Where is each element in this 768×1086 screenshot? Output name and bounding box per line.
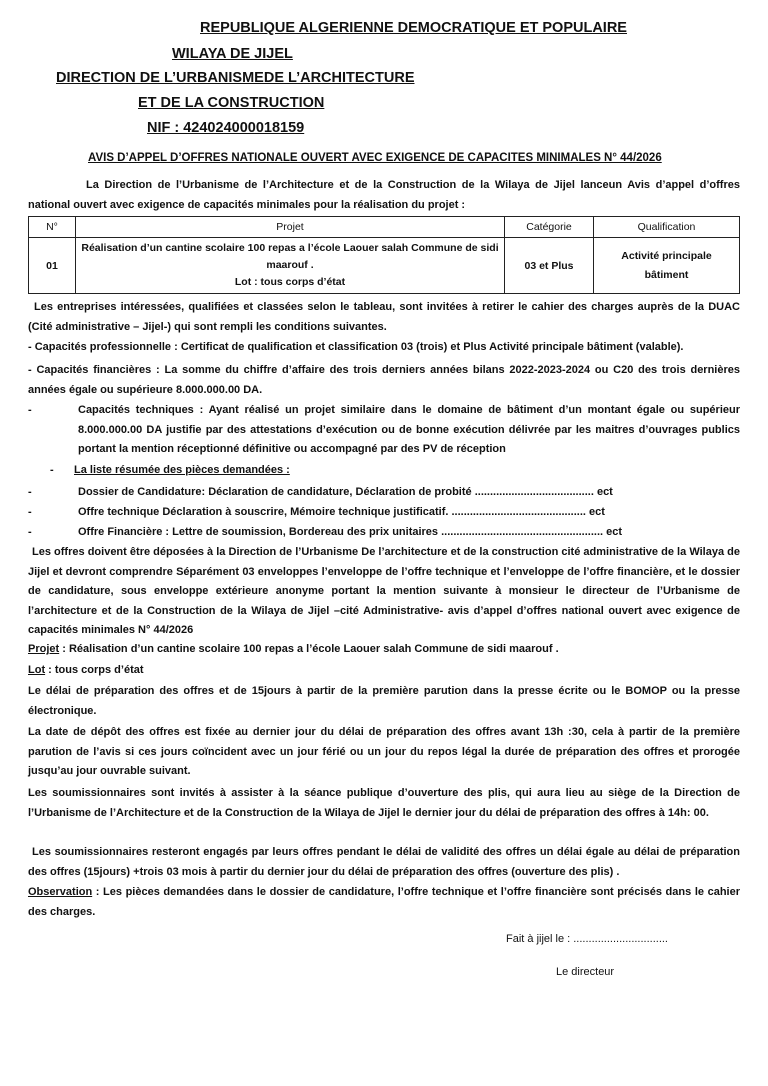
lot-label: Lot <box>28 664 46 676</box>
capacite-professionnelle: - Capacités professionnelle : Certificat de qualification et classification 03 (trois) et Plus Activité principale bâtiment (valable). <box>28 341 684 353</box>
table-header-qualification: Qualification <box>594 217 740 238</box>
projet-text: : Réalisation d’un cantine scolaire 100 repas a l’école Laouer salah Commune de sidi maarouf . <box>59 643 559 655</box>
piece-text: Offre Financière : Lettre de soumission, Bordereau des prix unitaires ..................................................... ect <box>78 526 623 538</box>
header-construction: ET DE LA CONSTRUCTION <box>138 95 325 111</box>
table-header-row <box>29 217 740 238</box>
engages-paragraph: Les soumissionnaires resteront engagés par leurs offres pendant le délai de validité des offres un délai égale au délai de préparation des offres (15jours) +trois 03 mois à partir du dernier jour du délai de préparation des offres (ouverture des plis) . <box>28 846 740 878</box>
piece-technique <box>28 503 605 523</box>
piece-text: Offre technique Déclaration à souscrire, Mémoire technique justificatif. ............................................ ect <box>78 506 605 518</box>
table-cell-num: 01 <box>29 238 76 294</box>
capacite-technique-dash: - <box>28 404 32 416</box>
table-cell-projet <box>76 238 505 294</box>
table-cell-qualification: Activité principale bâtiment <box>594 238 740 294</box>
projet-lot: Lot : tous corps d’état <box>234 276 346 288</box>
liste-title: La liste résumée des pièces demandées : <box>74 464 290 476</box>
observation-label: Observation <box>28 886 93 898</box>
seance-paragraph: Les soumissionnaires sont invités à assister à la séance publique d’ouverture des plis, qui aura lieu au siège de la Direction de l’Urbanisme de l’Architecture et de la Construction de la Wilaya de Jijel le dernier jour du délai de préparation des offres à 14h: 00. <box>28 787 740 819</box>
piece-text: Dossier de Candidature: Déclaration de candidature, Déclaration de probité ....................................... ect <box>78 486 613 498</box>
header-republic: REPUBLIQUE ALGERIENNE DEMOCRATIQUE ET POPULAIRE <box>200 20 627 36</box>
fait-a-jijel: Fait à jijel le : ............................... <box>506 933 668 945</box>
observation-paragraph <box>28 883 740 922</box>
depot-paragraph: Les offres doivent être déposées à la Direction de l’Urbanisme De l’architecture et de la construction cité administrative de la Wilaya de Jijel et devront comprendre Séparément 03 enveloppes l’enveloppe de l’offre technique et l’enveloppe de l’offre financière, et le dossier de candidature, sous enveloppe extérieure anonyme portant la mention suivante à monsieur le directeur de l’Urbanisme de l’architecture et de la Construction de la Wilaya de Jijel –cité Administrative- avis d’appel d’offres national ouvert avec exigence de capacités minimales N° 44/2026 <box>28 546 740 636</box>
intro-paragraph: La Direction de l’Urbanisme de l’Architecture et de la Construction de la Wilaya de Jijel lanceun Avis d’appel d’offres national ouvert avec exigence de capacités minimales pour la réalisation du projet : <box>28 179 740 211</box>
liste-title-row <box>50 461 290 481</box>
projet-label: Projet <box>28 643 60 655</box>
table-header-categorie: Catégorie <box>505 217 594 238</box>
invite-text: Les entreprises intéressées, qualifiées et classées selon le tableau, sont invitées à retirer le cahier des charges auprès de la DUAC (Cité administrative – Jijel-) qui sont rempli les conditions suivantes. <box>28 301 740 333</box>
piece-dash: - <box>28 526 32 538</box>
piece-dash: - <box>28 486 32 498</box>
delai-paragraph: Le délai de préparation des offres et de 15jours à partir de la première parution dans la presse écrite ou le BOMOP ou la presse électronique. <box>28 685 740 717</box>
date-depot-paragraph: La date de dépôt des offres est fixée au dernier jour du délai de préparation des offres avant 13h :30, cela à partir de la première parution de l’avis si ces jours coïncident avec un jour férié ou un jour du repos légal la durée de préparation des offres et prorogée jusqu’au jour ouvrable suivant. <box>28 726 740 777</box>
avis-title: AVIS D’APPEL D’OFFRES NATIONALE OUVERT AVEC EXIGENCE DE CAPACITES MINIMALES N° 44/2026 <box>88 152 662 164</box>
table-row <box>29 238 740 294</box>
header-wilaya: WILAYA DE JIJEL <box>172 46 293 62</box>
piece-financiere <box>28 523 622 543</box>
table-cell-categorie: 03 et Plus <box>505 238 594 294</box>
table-header-projet: Projet <box>76 217 505 238</box>
capacite-financiere: - Capacités financières : La somme du chiffre d’affaire des trois derniers années bilans 2022-2023-2024 ou C20 des trois dernières années égale ou supérieure 8.000.000.00 DA. <box>28 364 740 396</box>
observation-text: : Les pièces demandées dans le dossier de candidature, l’offre technique et l’offre financière sont précisés dans le cahier des charges. <box>28 886 740 918</box>
piece-dash: - <box>28 506 32 518</box>
header-nif: NIF : 424024000018159 <box>147 120 305 136</box>
lot-text: : tous corps d’état <box>45 664 144 676</box>
invite-paragraph <box>28 298 740 337</box>
project-table <box>28 216 740 294</box>
piece-candidature <box>28 483 613 503</box>
capacite-technique: Capacités techniques : Ayant réalisé un projet similaire dans le domaine de bâtiment d’un montant égale ou supérieur 8.000.000.00 DA justifie par des attestations d’exécution ou de bonne exécution délivrée par les maitres d’ouvrages publics portant la mention réceptionné définitive ou accompagné par des PV de réception <box>78 404 740 455</box>
projet-description: Réalisation d’un cantine scolaire 100 repas a l’école Laouer salah Commune de sidi maarouf . <box>81 242 499 271</box>
liste-dash: - <box>50 464 54 476</box>
table-header-num: N° <box>29 217 76 238</box>
signature-directeur: Le directeur <box>556 966 615 978</box>
lot-line <box>28 661 144 681</box>
header-direction: DIRECTION DE L’URBANISMEDE L’ARCHITECTURE <box>56 70 415 86</box>
projet-line <box>28 640 559 660</box>
